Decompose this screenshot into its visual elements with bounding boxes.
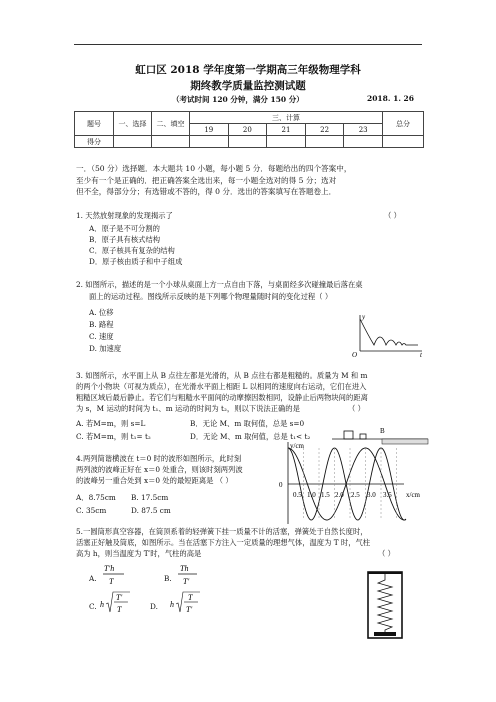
q5-option-a-formula xyxy=(100,562,130,588)
score-table-sub-23: 23 xyxy=(344,124,383,136)
q3-fig-b-label: B xyxy=(380,427,385,435)
svg-text:T′: T′ xyxy=(116,593,123,602)
q4-tick-label-6: 3.5 xyxy=(383,491,392,499)
q2-option-d: D. 加速度 xyxy=(89,344,122,353)
svg-text:Th: Th xyxy=(180,564,189,573)
section1-line1: 一．（50 分）选择题．本大题共 10 小题，每小题 5 分．每题给出的四个答案中， xyxy=(76,164,352,173)
q4-fig-zero: 0 xyxy=(279,481,283,489)
q3-option-c: C. 若M=m，则 t₁= t₂ xyxy=(76,432,151,441)
q4-tick-label-2: 1.5 xyxy=(321,491,330,499)
q1-paren: （ ） xyxy=(384,211,401,220)
section1-line3: 但不全，得部分分；有选错或不答的，得 0 分．选出的答案填写在答题卷上． xyxy=(76,187,337,196)
svg-text:T: T xyxy=(188,593,193,602)
q2-line2: 面上的运动过程。图线所示反映的是下列哪个物理量随时间的变化过程（ ） xyxy=(89,292,333,301)
q4-option-a: A．8.75cm xyxy=(76,493,116,502)
q1-option-d: D．原子核由质子和中子组成 xyxy=(89,257,183,266)
q3-line1: 3. 如图所示，水平面上从 B 点往左都是光滑的，从 B 点往右都是粗糙的。质量为 M 和 m xyxy=(76,371,368,380)
q4-tick-label-5: 3.0 xyxy=(367,491,376,499)
q3-line4: 为 s，M 运动的时间为 t₁、m 运动的时间为 t₂，则以下说法正确的是 xyxy=(76,404,300,413)
svg-text:T′: T′ xyxy=(186,605,193,614)
score-cell xyxy=(228,136,267,148)
q1-options xyxy=(89,223,182,267)
score-cell xyxy=(383,136,424,148)
score-table-col-fill: 二、填空 xyxy=(152,112,190,136)
section1-line2: 至少有一个是正确的．把正确答案全选出来，每一小题全选对的得 5 分；选对 xyxy=(76,175,337,185)
q3-line2: 的两个小物块（可视为质点），在光滑水平面上相距 L 以相同的速度向右运动，它们在进入 xyxy=(76,382,367,391)
score-cell xyxy=(114,136,152,148)
top-rule xyxy=(74,44,422,45)
score-table-col-calc: 三、计算 xyxy=(190,112,383,124)
q4-tick-label-0: 0.5 xyxy=(293,491,302,499)
q3-option-a: A. 若M=m，则 s=L xyxy=(76,419,146,428)
q5-option-c-label: C. xyxy=(89,602,97,611)
exam-info: （考试时间 120 分钟，满分 150 分） xyxy=(172,95,304,104)
q4-option-c: C. 35cm xyxy=(76,506,107,515)
q4-fig-ylabel: y/cm xyxy=(290,442,304,450)
q5-option-d-label: D. xyxy=(150,602,158,611)
svg-text:T: T xyxy=(109,577,114,586)
q4-fig-xlabel: x/cm xyxy=(406,491,420,499)
score-cell xyxy=(190,136,229,148)
q4-tick-label-4: 2.5 xyxy=(351,491,360,499)
score-table-sub-21: 21 xyxy=(267,124,306,136)
svg-text:h: h xyxy=(100,600,104,609)
score-table xyxy=(74,111,424,148)
q3-option-b: B．无论 M、m 取何值，总是 s=0 xyxy=(190,419,305,428)
q1-option-b: B．原子具有核式结构 xyxy=(89,235,161,244)
q3-option-d: D．无论 M、m 取何值，总是 t₁< t₂ xyxy=(190,432,311,441)
q5-line2: 活塞正好触及筒底，如图所示。当在活塞下方注入一定质量的理想气体，温度为 T 时，气柱 xyxy=(76,538,371,547)
q3-line3: 粗糙区域后最后静止。若它们与粗糙水平面间的动摩擦因数相同，设静止后两物块间的距离 xyxy=(76,393,368,402)
q5-stem xyxy=(76,526,370,559)
score-cell xyxy=(267,136,306,148)
q5-line1: 5.一圆筒形真空容器，在筒顶系着的轻弹簧下挂一质量不计的活塞，弹簧处于自然长度时， xyxy=(76,527,368,536)
score-table-col-choice: 一、选择 xyxy=(114,112,152,136)
score-table-col-total: 总分 xyxy=(383,112,424,136)
exam-subtitle: 期终教学质量监控测试题 xyxy=(190,80,306,92)
q3-paren: （ ） xyxy=(348,404,365,413)
q4-tick-label-1: 1.0 xyxy=(307,491,316,499)
svg-text:T′h: T′h xyxy=(104,564,115,573)
q1-option-a: A．原子是不可分割的 xyxy=(89,224,160,233)
q2-figure xyxy=(348,311,428,359)
q2-line1: 2. 如图所示，描述的是一个小球从桌面上方一点自由下落，与桌面经多次碰撞最后落在桌 xyxy=(76,280,363,289)
q5-option-d-formula xyxy=(170,590,204,618)
svg-text:h: h xyxy=(170,600,174,609)
score-cell xyxy=(152,136,190,148)
q5-figure xyxy=(366,570,406,642)
q2-options xyxy=(89,307,121,355)
score-table-q-label: 题号 xyxy=(75,112,114,136)
score-table-score-label: 得分 xyxy=(75,136,114,148)
q2-fig-origin-label: O xyxy=(352,351,358,359)
score-table-sub-20: 20 xyxy=(228,124,267,136)
q4-option-b: B. 17.5cm xyxy=(131,493,169,502)
q2-option-c: C. 速度 xyxy=(89,332,114,341)
q5-option-b-formula xyxy=(175,562,205,588)
exam-date: 2018. 1. 26 xyxy=(367,94,414,103)
q5-paren: （ ） xyxy=(378,549,395,558)
q2-option-a: A. 位移 xyxy=(89,308,114,317)
q1-stem: 1. 天然放射现象的发现揭示了 xyxy=(76,211,173,220)
q4-line2: 两列波的波峰正好在 x＝0 处重合，则该时刻两列波 xyxy=(76,465,243,474)
q4-line3: 的波峰另一重合处到 x＝0 处的最短距离是 （ ） xyxy=(76,476,233,485)
q4-option-d: D. 87.5 cm xyxy=(131,506,171,515)
q2-option-b: B. 路程 xyxy=(89,320,114,329)
q5-option-c-formula xyxy=(100,590,134,618)
svg-text:T′: T′ xyxy=(183,577,190,586)
q2-fig-t-label: t xyxy=(420,351,422,359)
q5-option-b-label: B. xyxy=(164,574,172,583)
q1-option-c: C．原子核具有复杂的结构 xyxy=(89,246,175,255)
q3-stem xyxy=(76,370,428,414)
q4-figure xyxy=(276,438,436,528)
section1-intro xyxy=(76,163,426,198)
score-table-sub-19: 19 xyxy=(190,124,229,136)
q2-fig-y-label: y xyxy=(362,313,366,321)
q4-line1: 4.两列简谐横波在 t＝0 时的波形如图所示，此时刻 xyxy=(76,454,242,463)
score-table-sub-22: 22 xyxy=(305,124,344,136)
q5-option-a-label: A. xyxy=(89,574,97,583)
q4-tick-label-3: 2.0 xyxy=(335,491,344,499)
svg-text:T: T xyxy=(117,605,122,614)
q4-stem xyxy=(76,453,243,486)
exam-title: 虹口区 2018 学年度第一学期高三年级物理学科 xyxy=(135,64,361,76)
score-cell xyxy=(305,136,344,148)
q5-line3: 高为 h，则当温度为 T′时，气柱的高是 xyxy=(76,549,202,558)
score-cell xyxy=(344,136,383,148)
